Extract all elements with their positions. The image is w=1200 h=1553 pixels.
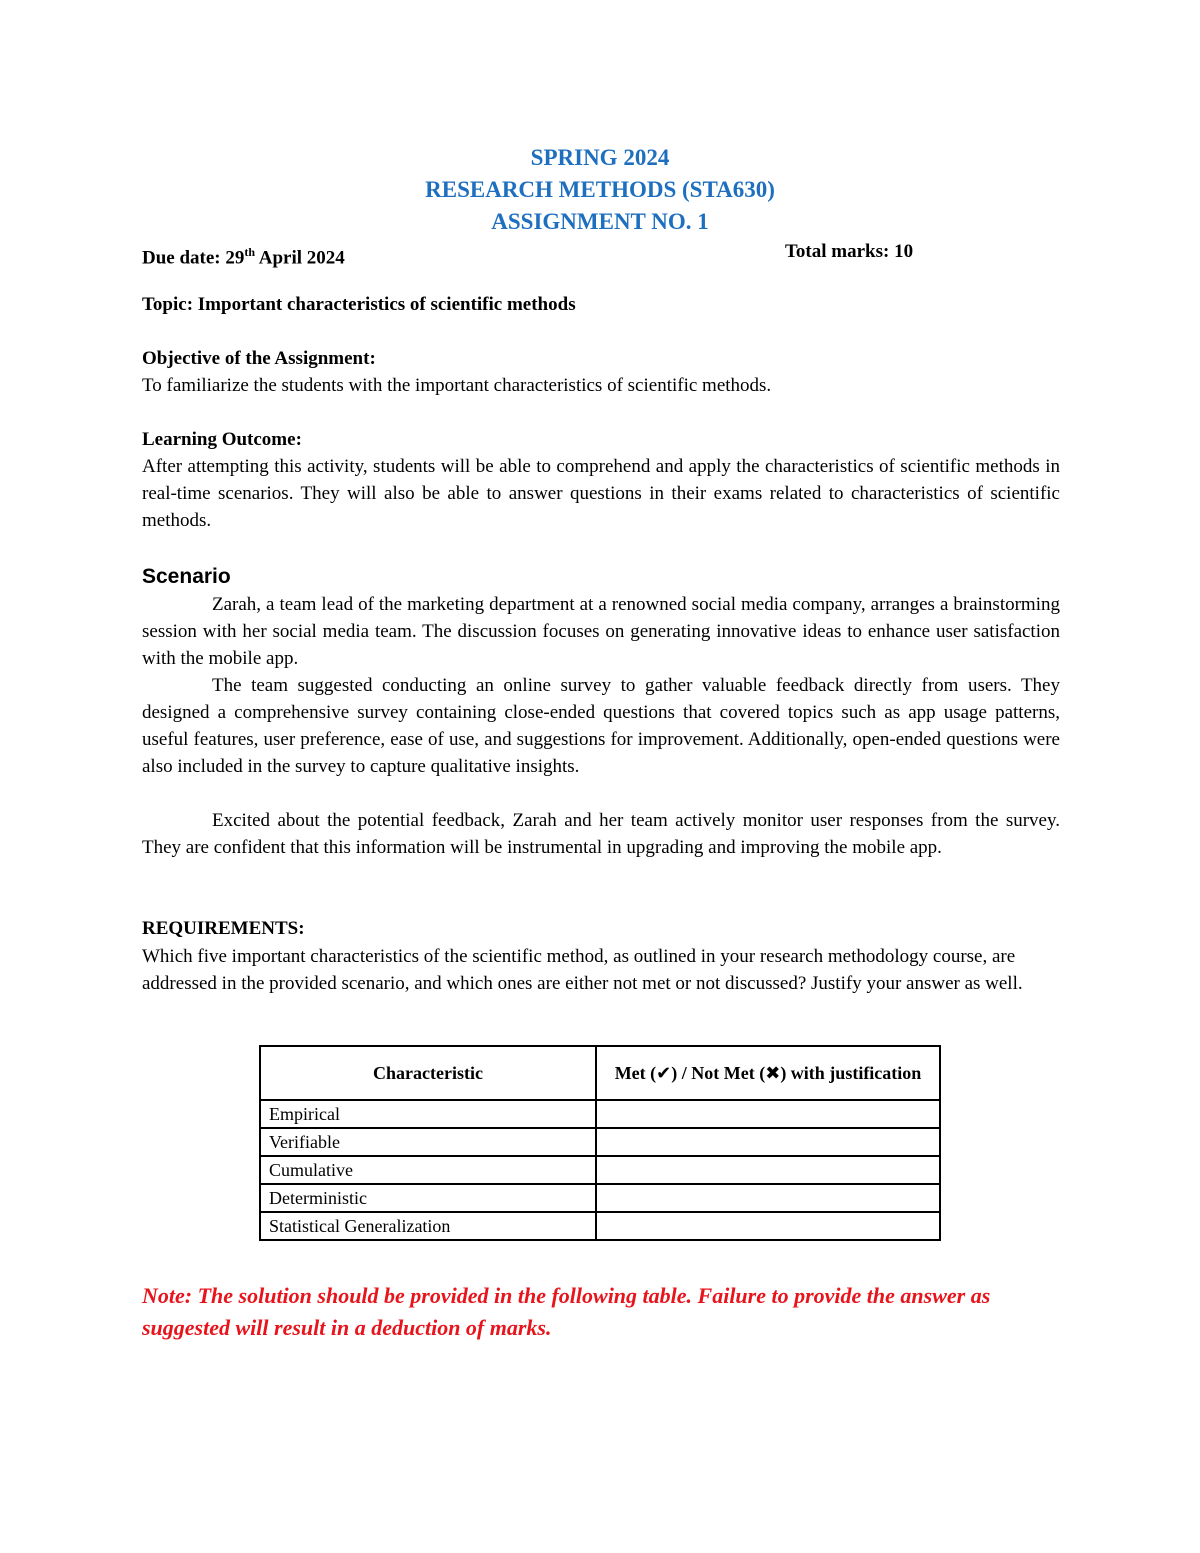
cross-icon: ✖ bbox=[765, 1062, 781, 1084]
learning-heading: Learning Outcome: bbox=[142, 429, 302, 450]
characteristics-table bbox=[259, 1045, 941, 1241]
assignment-title: ASSIGNMENT NO. 1 bbox=[491, 209, 709, 234]
course-title: RESEARCH METHODS (STA630) bbox=[425, 177, 775, 202]
row-characteristic: Verifiable bbox=[260, 1128, 596, 1156]
header-met-text-c: ) with justification bbox=[780, 1062, 922, 1083]
table-row bbox=[260, 1212, 940, 1240]
due-date-sup: th bbox=[244, 245, 256, 259]
row-justification-cell[interactable] bbox=[596, 1100, 940, 1128]
due-date-rest: April 2024 bbox=[255, 247, 345, 269]
learning-text: After attempting this activity, students will be able to comprehend and apply the characteristics of scientific methods in real-time scenarios. They will also be able to answer questions in their exams related to characteristics of scientific methods. bbox=[142, 456, 1060, 531]
header-met-text-b: ) / Not Met ( bbox=[671, 1062, 766, 1083]
row-characteristic: Statistical Generalization bbox=[260, 1212, 596, 1240]
header-met bbox=[596, 1046, 940, 1100]
note-warning: Note: The solution should be provided in the following table. Failure to provide the answer as suggested will result in a deduction of marks. bbox=[142, 1283, 991, 1340]
due-date bbox=[142, 239, 345, 271]
table-row bbox=[260, 1100, 940, 1128]
objective-heading: Objective of the Assignment: bbox=[142, 348, 376, 369]
semester-title: SPRING 2024 bbox=[530, 145, 670, 170]
table-row bbox=[260, 1128, 940, 1156]
total-marks: Total marks: 10 bbox=[785, 241, 914, 262]
table-row bbox=[260, 1184, 940, 1212]
row-justification-cell[interactable] bbox=[596, 1184, 940, 1212]
requirements-text: Which five important characteristics of the scientific method, as outlined in your research methodology course, are addressed in the provided scenario, and which ones are either not met or not discussed? Justify your answer as well. bbox=[142, 946, 1023, 994]
row-justification-cell[interactable] bbox=[596, 1156, 940, 1184]
row-characteristic: Empirical bbox=[260, 1100, 596, 1128]
scenario-paragraph-2: The team suggested conducting an online survey to gather valuable feedback directly from users. They designed a comprehensive survey containing close-ended questions that covered topics such as app usage patterns, useful features, user preference, ease of use, and suggestions for improvement. Additionally, open-ended questions were also included in the survey to capture qualitative insights. bbox=[142, 675, 1060, 777]
row-characteristic: Deterministic bbox=[260, 1184, 596, 1212]
table-header-row bbox=[260, 1046, 940, 1100]
table-row bbox=[260, 1156, 940, 1184]
row-characteristic: Cumulative bbox=[260, 1156, 596, 1184]
header-characteristic: Characteristic bbox=[260, 1046, 596, 1100]
row-justification-cell[interactable] bbox=[596, 1212, 940, 1240]
requirements-heading: REQUIREMENTS: bbox=[142, 918, 305, 939]
objective-text: To familiarize the students with the important characteristics of scientific methods. bbox=[142, 375, 772, 396]
scenario-paragraph-3: Excited about the potential feedback, Zarah and her team actively monitor user responses from the survey. They are confident that this information will be instrumental in upgrading and improving the mobile app. bbox=[142, 810, 1060, 858]
due-date-label: Due date: 29 bbox=[142, 247, 245, 269]
scenario-paragraph-1: Zarah, a team lead of the marketing department at a renowned social media company, arranges a brainstorming session with her social media team. The discussion focuses on generating innovative ideas to enhance user satisfaction with the mobile app. bbox=[142, 594, 1060, 669]
check-icon: ✔ bbox=[656, 1062, 672, 1084]
topic: Topic: Important characteristics of scientific methods bbox=[142, 294, 576, 315]
row-justification-cell[interactable] bbox=[596, 1128, 940, 1156]
header-met-text-a: Met ( bbox=[614, 1062, 657, 1083]
scenario-heading: Scenario bbox=[142, 565, 231, 588]
